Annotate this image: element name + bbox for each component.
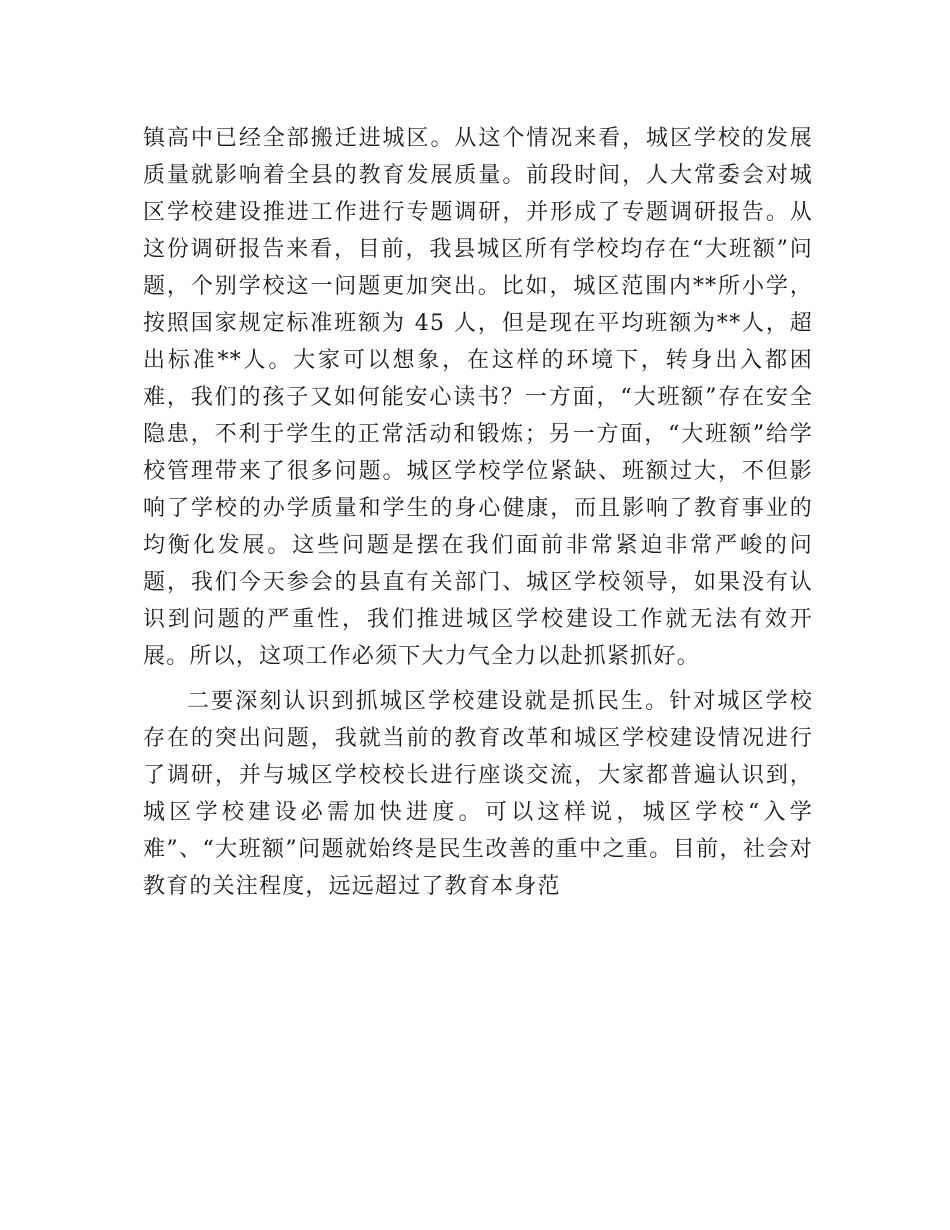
document-body bbox=[143, 120, 813, 905]
paragraph-2: 二要深刻认识到抓城区学校建设就是抓民生。针对城区学校存在的突出问题，我就当前的教育改革和城区学校建设情况进行了调研，并与城区学校校长进行座谈交流，大家都普遍认识到，城区学校建设必需加快进度。可以这样说，城区学校“入学难”、“大班额”问题就始终是民生改善的重中之重。目前，社会对教育的关注程度，远远超过了教育本身范 bbox=[143, 689, 813, 899]
paragraph-1: 镇高中已经全部搬迁进城区。从这个情况来看，城区学校的发展质量就影响着全县的教育发展质量。前段时间，人大常委会对城区学校建设推进工作进行专题调研，并形成了专题调研报告。从这份调研报告来看，目前，我县城区所有学校均存在“大班额”问题，个别学校这一问题更加突出。比如，城区范围内**所小学，按照国家规定标准班额为 45 人，但是现在平均班额为**人，超出标准**人。大家可以想象，在这样的环境下，转身出入都困难，我们的孩子又如何能安心读书？一方面，“大班额”存在安全隐患，不利于学生的正常活动和锻炼；另一方面，“大班额”给学校管理带来了很多问题。城区学校学位紧缺、班额过大，不但影响了学校的办学质量和学生的身心健康，而且影响了教育事业的均衡化发展。这些问题是摆在我们面前非常紧迫非常严峻的问题，我们今天参会的县直有关部门、城区学校领导，如果没有认识到问题的严重性，我们推进城区学校建设工作就无法有效开展。所以，这项工作必须下大力气全力以赴抓紧抓好。 bbox=[143, 126, 813, 669]
